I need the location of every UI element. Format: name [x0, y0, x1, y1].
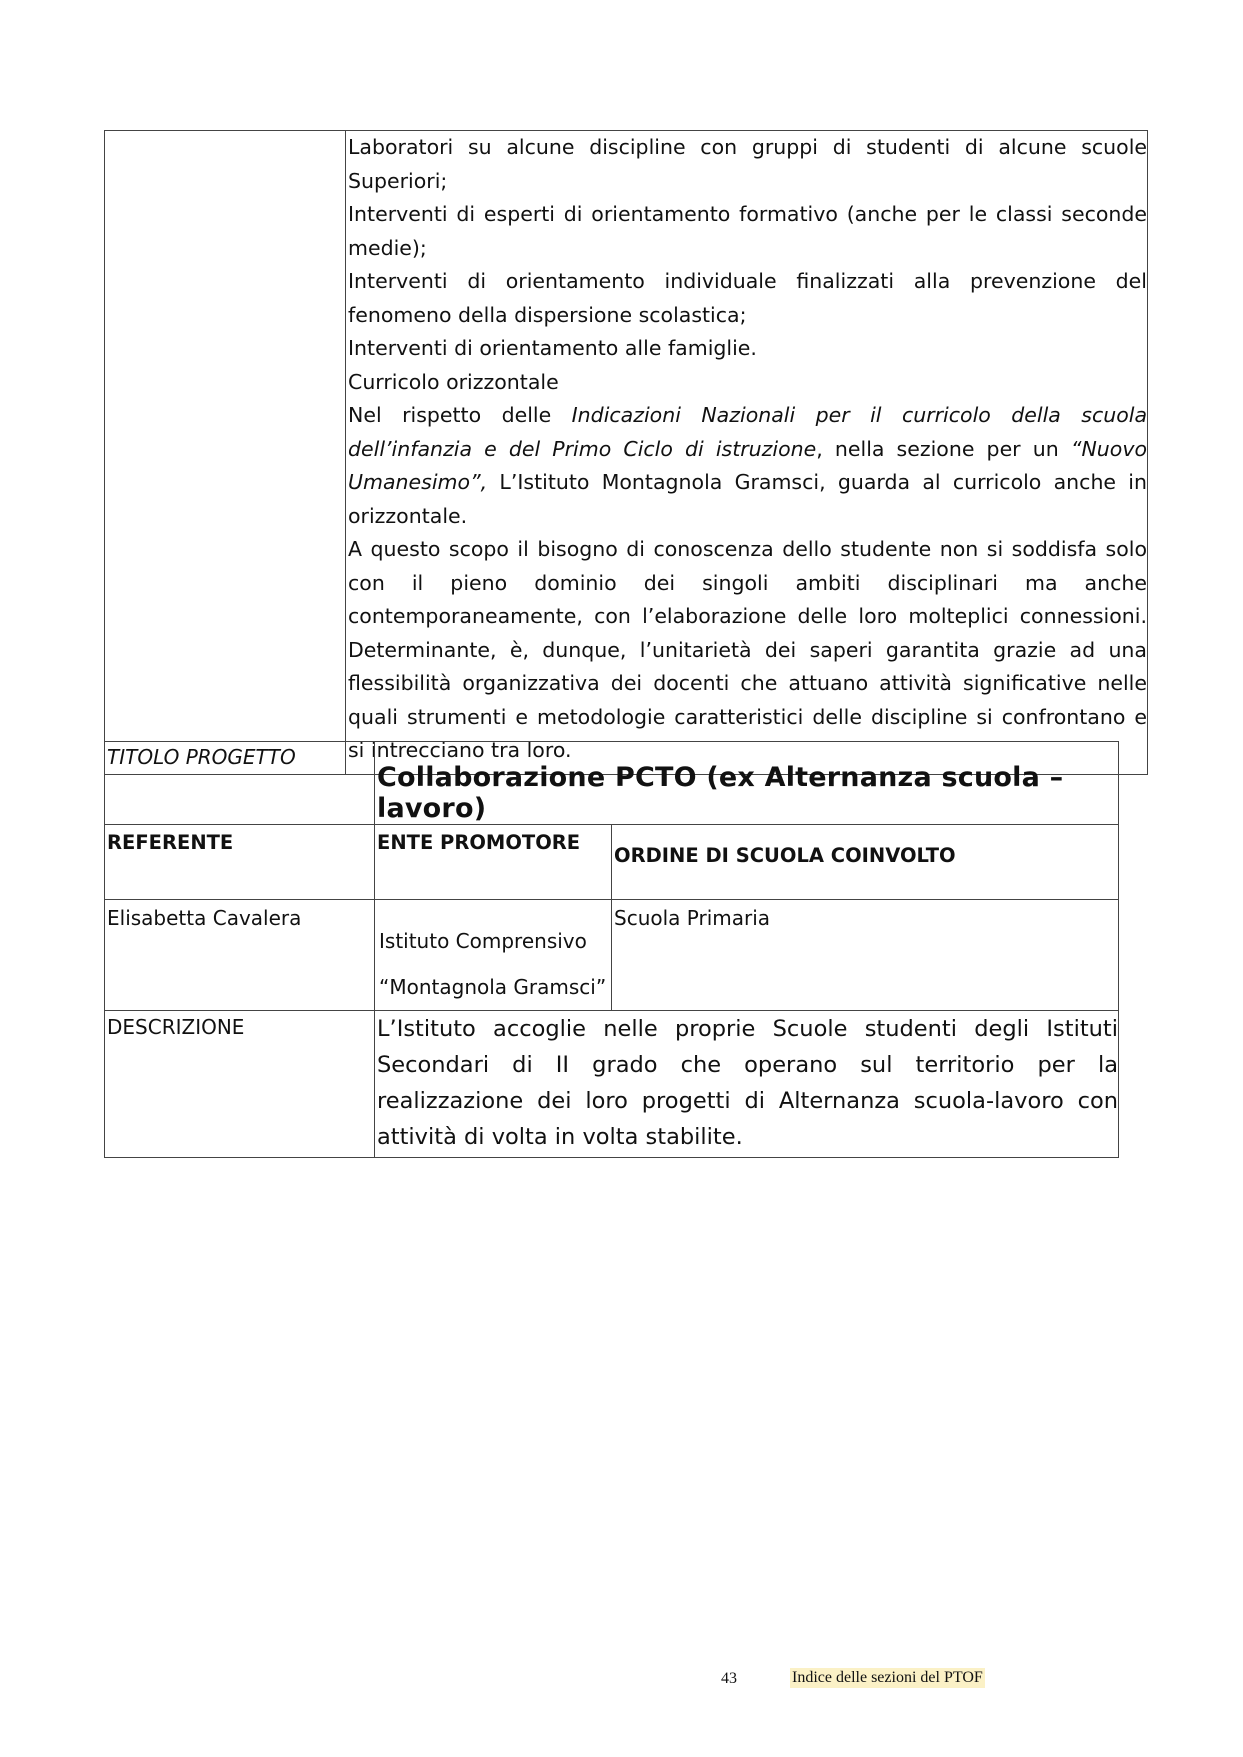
ente-value: [375, 900, 612, 1011]
ordine-value: Scuola Primaria: [612, 900, 1119, 1011]
indicazioni-italic-umanesimo: “Nuovo Umanesimo”,: [348, 436, 1147, 494]
paragraph-laboratori: Laboratori su alcune discipline con gruppi di studenti di alcune scuole Superiori;: [348, 135, 1147, 193]
indicazioni-suffix: L’Istituto Montagnola Gramsci, guarda al curricolo anche in orizzontale.: [348, 470, 1147, 528]
paragraph-curricolo: Curricolo orizzontale: [348, 369, 559, 394]
referente-value: Elisabetta Cavalera: [105, 900, 375, 1011]
ptof-index-link[interactable]: Indice delle sezioni del PTOF: [792, 1669, 983, 1686]
project-table: [104, 741, 1119, 1158]
descrizione-value: L’Istituto accoglie nelle proprie Scuole studenti degli Istituti Secondari di II grado che operano sul territorio per la realizzazione dei loro progetti di Alternanza scuola-lavoro con attività di volta in volta stabilite.: [375, 1011, 1119, 1158]
paragraph-individuale: Interventi di orientamento individuale finalizzati alla prevenzione del fenomeno della dispersione scolastica;: [348, 269, 1147, 327]
title-label: TITOLO PROGETTO: [105, 742, 375, 825]
ente-label: ENTE PROMOTORE: [375, 825, 612, 900]
indicazioni-italic-title: Indicazioni Nazionali per il curricolo della scuola dell’infanzia e del Primo Ciclo di istruzione: [348, 403, 1148, 461]
orientation-text-cell: [346, 131, 1148, 775]
ente-line-2: “Montagnola Gramsci”: [379, 975, 607, 999]
paragraph-closing: A questo scopo il bisogno di conoscenza dello studente non si soddisfa solo con il pieno dominio dei singoli ambiti disciplinari ma anche contemporaneamente, con l’elaborazione delle loro molteplici connessioni. Determinante, è, dunque, l’unitarietà dei saperi garantita grazie ad una flessibilità organizzativa dei docenti che attuano attività significative nelle quali strumenti e metodologie caratteristici delle discipline si confrontano e si intrecciano tra loro.: [348, 537, 1147, 762]
paragraph-esperti: Interventi di esperti di orientamento formativo (anche per le classi seconde medie);: [348, 202, 1147, 260]
indicazioni-prefix: Nel rispetto delle: [348, 403, 572, 427]
empty-cell: [105, 131, 346, 775]
descrizione-label: DESCRIZIONE: [105, 1011, 375, 1158]
referente-label: REFERENTE: [105, 825, 375, 900]
indicazioni-middle: , nella sezione per un: [816, 436, 1071, 461]
project-title: Collaborazione PCTO (ex Alternanza scuola – lavoro): [375, 742, 1119, 825]
orientation-table: [104, 130, 1148, 775]
paragraph-famiglie: Interventi di orientamento alle famiglie.: [348, 336, 757, 360]
ente-line-1: Istituto Comprensivo: [379, 929, 587, 953]
paragraph-indicazioni: [348, 399, 1147, 533]
page-number: 43: [721, 1670, 737, 1687]
ordine-label: ORDINE DI SCUOLA COINVOLTO: [612, 825, 1119, 900]
